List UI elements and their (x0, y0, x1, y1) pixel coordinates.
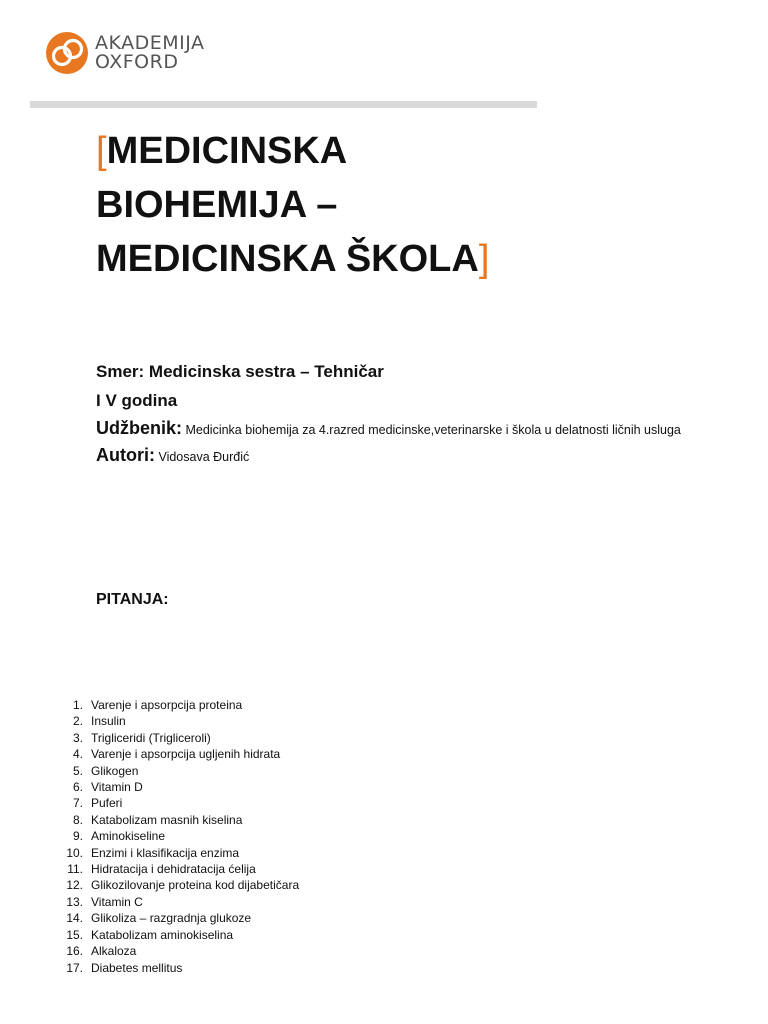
question-text: Alkaloza (91, 944, 137, 959)
question-text: Insulin (91, 714, 126, 729)
question-text: Varenje i apsorpcija ugljenih hidrata (91, 747, 281, 762)
question-text: Diabetes mellitus (91, 960, 183, 975)
udzbenik-value: Medicinka biohemija za 4.razred medicinske,veterinarske i škola u delatnosti ličnih usluga (182, 423, 681, 437)
title-line-1: MEDICINSKA (106, 130, 348, 172)
question-text: Katabolizam aminokiselina (91, 927, 234, 942)
question-number: 3. (72, 730, 83, 745)
udzbenik-label: Udžbenik: (96, 418, 183, 438)
list-item (58, 894, 299, 910)
question-text: Katabolizam masnih kiselina (91, 812, 243, 827)
list-item (58, 960, 299, 976)
logo (45, 31, 205, 75)
list-item (58, 697, 299, 713)
header-rule (30, 101, 537, 108)
question-number: 1. (72, 698, 83, 712)
list-item (58, 795, 299, 811)
question-number: 12. (66, 878, 83, 893)
question-text: Puferi (91, 796, 123, 811)
list-item (58, 713, 299, 729)
question-number: 11. (67, 862, 83, 877)
question-number: 17. (66, 960, 83, 975)
question-text: Glikozilovanje proteina kod dijabetičara (91, 878, 300, 893)
autori-value: Vidosava Đurđić (154, 450, 250, 464)
question-text: Vitamin C (91, 894, 143, 909)
logo-line-2: OXFORD (95, 51, 179, 73)
question-number: 13. (66, 894, 83, 909)
question-text: Varenje i apsorpcija proteina (91, 698, 243, 712)
question-text: Glikoliza – razgradnja glukoze (91, 911, 252, 926)
question-list (58, 697, 299, 976)
list-item (58, 763, 299, 779)
title-line-2: BIOHEMIJA – (96, 184, 338, 226)
title-open-bracket: [ (96, 130, 107, 172)
akademija-oxford-logo-icon (45, 31, 89, 75)
question-number: 4. (72, 747, 83, 762)
godina-line: I V godina (96, 391, 178, 410)
autori-label: Autori: (96, 445, 155, 465)
list-item (58, 910, 299, 926)
list-item (58, 828, 299, 844)
document-title (96, 124, 489, 286)
question-number: 14. (66, 911, 83, 926)
question-text: Hidratacija i dehidratacija ćelija (91, 862, 256, 877)
list-item (58, 845, 299, 861)
question-number: 6. (72, 780, 83, 795)
question-text: Aminokiseline (91, 829, 166, 844)
question-text: Trigliceridi (Trigliceroli) (91, 730, 211, 745)
logo-line-1: AKADEMIJA (95, 32, 205, 54)
question-text: Glikogen (91, 763, 139, 778)
title-line-3: MEDICINSKA ŠKOLA (96, 238, 479, 280)
question-number: 8. (72, 812, 83, 827)
list-item (58, 943, 299, 959)
question-number: 15. (66, 927, 83, 942)
question-number: 16. (66, 944, 83, 959)
question-number: 5. (72, 763, 83, 778)
list-item (58, 877, 299, 893)
list-item (58, 746, 299, 762)
list-item (58, 927, 299, 943)
autori-line (96, 445, 249, 466)
question-number: 2. (72, 714, 83, 729)
list-item (58, 861, 299, 877)
list-item (58, 812, 299, 828)
pitanja-heading: PITANJA: (96, 591, 169, 608)
list-item (58, 730, 299, 746)
question-number: 10. (66, 845, 83, 860)
udzbenik-line (96, 418, 681, 439)
question-text: Enzimi i klasifikacija enzima (91, 845, 240, 860)
logo-wordmark (95, 34, 205, 72)
smer-line: Smer: Medicinska sestra – Tehničar (96, 362, 384, 381)
question-number: 7. (72, 796, 83, 811)
question-text: Vitamin D (91, 780, 143, 795)
title-close-bracket: ] (478, 238, 490, 280)
list-item (58, 779, 299, 795)
question-number: 9. (72, 829, 83, 844)
